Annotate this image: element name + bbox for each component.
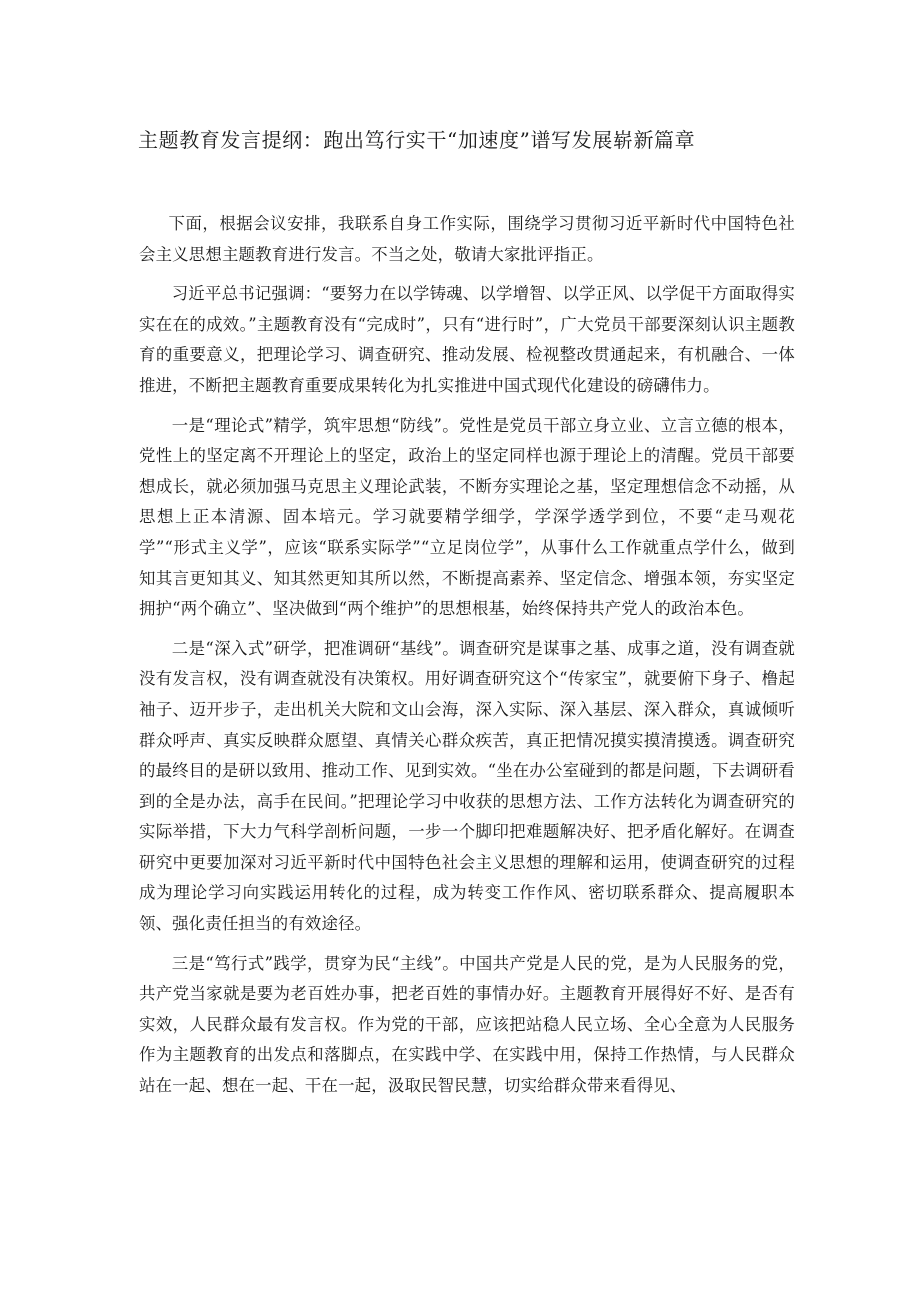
- document-title: 主题教育发言提纲：跑出笃行实干“加速度”谱写发展崭新篇章: [138, 128, 696, 152]
- paragraph-point-one: 一是“理论式”精学，筑牢思想“防线”。党性是党员干部立身立业、立言立德的根本，党性上的坚定离不开理论上的坚定，政治上的坚定同样也源于理论上的清醒。党员干部要想成长，就必须加强马克思主义理论武装，不断夯实理论之基，坚定理想信念不动摇，从思想上正本清源、固本培元。学习就要精学细学，学深学透学到位，不要“走马观花学”“形式主义学”，应该“联系实际学”“立足岗位学”，从事什么工作就重点学什么，做到知其言更知其义、知其然更知其所以然，不断提高素养、坚定信念、增强本领，夯实坚定拥护“两个确立”、坚决做到“两个维护”的思想根基，始终保持共产党人的政治本色。: [139, 415, 795, 619]
- paragraph-quote: 习近平总书记强调：“要努力在以学铸魂、以学增智、以学正风、以学促干方面取得实实在在的成效。”主题教育没有“完成时”，只有“进行时”，广大党员干部要深刻认识主题教育的重要意义，把理论学习、调查研究、推动发展、检视整改贯通起来，有机融合、一体推进，不断把主题教育重要成果转化为扎实推进中国式现代化建设的磅礴伟力。: [139, 284, 795, 395]
- paragraph-point-two: 二是“深入式”研学，把准调研“基线”。调查研究是谋事之基、成事之道，没有调查就没有发言权，没有调查就没有决策权。用好调查研究这个“传家宝”，就要俯下身子、橹起袖子、迈开步子，走出机关大院和文山会海，深入实际、深入基层、深入群众，真诚倾听群众呼声、真实反映群众愿望、真情关心群众疾苦，真正把情况摸实摸清摸透。调查研究的最终目的是研以致用、推动工作、见到实效。“坐在办公室碰到的都是问题，下去调研看到的全是办法，高手在民间。”把理论学习中收获的思想方法、工作方法转化为调查研究的实际举措，下大力气科学剖析问题，一步一个脚印把难题解决好、把矛盾化解好。在调查研究中更要加深对习近平新时代中国特色社会主义思想的理解和运用，使调查研究的过程成为理论学习向实践运用转化的过程，成为转变工作作风、密切联系群众、提高履职本领、强化责任担当的有效途径。: [139, 638, 795, 934]
- paragraph-intro: 下面，根据会议安排，我联系自身工作实际，围绕学习贯彻习近平新时代中国特色社会主义思想主题教育进行发言。不当之处，敬请大家批评指正。: [139, 214, 795, 264]
- paragraph-point-three: 三是“笃行式”践学，贯穿为民“主线”。中国共产党是人民的党，是为人民服务的党，共产党当家就是要为老百姓办事，把老百姓的事情办好。主题教育开展得好不好、是否有实效，人民群众最有发言权。作为党的干部，应该把站稳人民立场、全心全意为人民服务作为主题教育的出发点和落脚点，在实践中学、在实践中用，保持工作热情，与人民群众站在一起、想在一起、干在一起，汲取民智民慧，切实给群众带来看得见、: [139, 953, 795, 1096]
- document-body: [139, 209, 795, 1102]
